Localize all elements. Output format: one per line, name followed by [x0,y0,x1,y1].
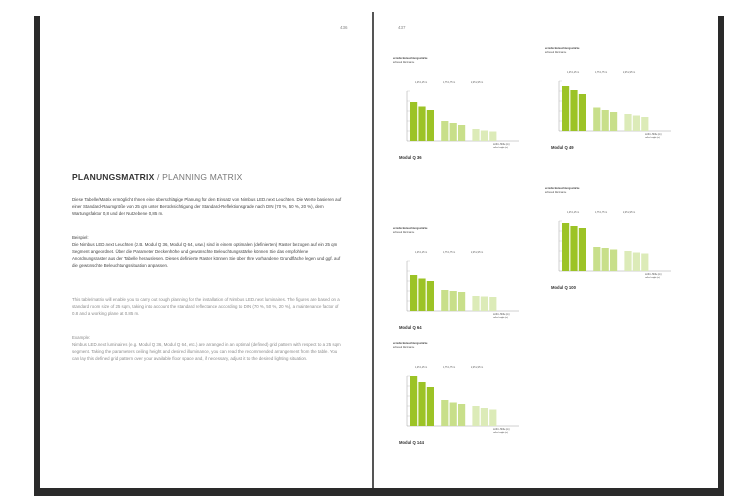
bar-1-0 [441,400,448,426]
y-axis-label-en: achieved illuminance [393,347,415,349]
chart-title: Modul Q 100 [551,285,576,290]
chart-title: Modul Q 64 [399,325,422,330]
x-axis-label: Lichtr.-Höhe (m) [493,314,510,316]
bar-0-2 [579,228,586,271]
planning-matrix-heading [72,172,242,182]
right-page-number: 437 [398,25,406,30]
left-page-number: 436 [340,25,348,30]
chart-title: Modul Q 49 [551,145,574,150]
y-axis-label: erzielte Beleuchtungsstärke [545,187,580,190]
chart-modul-q144 [393,340,523,450]
grid-size-label: 1,25 1,25 m [567,72,580,74]
bar-0-2 [427,387,434,426]
bar-2-2 [489,132,496,142]
chart-modul-q49 [545,45,675,155]
grid-size-label: 2,25 2,25 m [471,367,484,369]
bar-1-2 [458,404,465,426]
y-axis-label: erzielte Beleuchtungsstärke [393,57,428,60]
chart-title: Modul Q 144 [399,440,424,445]
bar-2-2 [489,297,496,311]
x-axis-label-en: cellar height (m) [493,147,508,149]
grid-size-label: 1,75 1,75 m [595,212,608,214]
grid-size-label: 1,25 1,25 m [415,252,428,254]
grid-size-label: 2,25 2,25 m [623,212,636,214]
x-axis-label-en: cellar height (m) [493,432,508,434]
bar-0-1 [418,279,425,312]
chart-modul-q100 [545,185,675,295]
bar-1-2 [458,292,465,311]
bar-0-1 [570,90,577,131]
y-axis-label-en: achieved illuminance [393,232,415,234]
chart-modul-q36 [393,55,523,165]
example-label-de: Beispiel: [72,235,89,240]
bar-2-0 [624,251,631,271]
bar-chart [393,55,523,165]
bar-2-2 [641,117,648,131]
y-axis-label-en: achieved illuminance [393,62,415,64]
grid-size-label: 1,75 1,75 m [595,72,608,74]
bar-chart [393,225,523,335]
x-axis-label-en: cellar height (m) [645,277,660,279]
y-axis-label-en: achieved illuminance [545,192,567,194]
bar-1-0 [593,108,600,132]
heading-en: PLANNING MATRIX [162,172,243,182]
bar-1-1 [450,403,457,427]
bar-0-0 [410,376,417,426]
bar-0-2 [427,281,434,311]
grid-size-label: 1,75 1,75 m [443,82,456,84]
bar-0-1 [570,226,577,271]
bar-2-0 [472,129,479,141]
bar-0-1 [418,382,425,426]
bar-1-1 [450,291,457,311]
bar-0-0 [410,275,417,311]
bar-1-2 [610,250,617,272]
x-axis-label: Lichtr.-Höhe (m) [645,274,662,276]
bar-chart [545,185,675,295]
x-axis-label: Lichtr.-Höhe (m) [645,134,662,136]
x-axis-label: Lichtr.-Höhe (m) [493,429,510,431]
bar-2-1 [481,408,488,426]
heading-de: PLANUNGSMATRIX [72,172,155,182]
bar-2-0 [472,296,479,311]
y-axis-label: erzielte Beleuchtungsstärke [393,227,428,230]
grid-size-label: 1,75 1,75 m [443,367,456,369]
y-axis-label-en: achieved illuminance [545,52,567,54]
bar-1-0 [593,247,600,271]
heading-separator: / [154,172,163,182]
bar-2-1 [481,131,488,142]
bar-1-2 [610,112,617,131]
y-axis-label: erzielte Beleuchtungsstärke [393,342,428,345]
grid-size-label: 2,25 2,25 m [471,252,484,254]
bar-2-1 [633,116,640,132]
bar-chart [393,340,523,450]
bar-2-2 [489,410,496,427]
example-paragraph-de: Die Nimbus LED.next Leuchten (z.B. Modul Q 36, Modul Q 64, usw.) sind in einem optimalen (definierten) Raster bezogen auf ein 25 qm Segment angeordnet. Über die Parameter Deckenhöhe und gewünschte Beleuchtungsstärke können Sie das empfohlene Anordnungsraster aus der Tabelle herauslesen. Dieses definierte Raster können Sie über Ihre vorhandene Grundfläche legen und ggf. auf die gewünschte Beleuchtungssituation anpassen. [72,242,341,268]
bar-2-1 [633,253,640,272]
grid-size-label: 1,25 1,25 m [415,82,428,84]
x-axis-label-en: cellar height (m) [493,317,508,319]
bar-0-0 [562,86,569,131]
x-axis-label-en: cellar height (m) [645,137,660,139]
bar-1-0 [441,121,448,141]
example-paragraph-en: Nimbus LED.next luminaires (e.g. Modul Q 36, Modul Q 64, etc.) are arranged in an optimal (defined) grid pattern with respect to a 25 sqm segment. Taking the parameters ceiling height and desired illuminance, you can read the recommended arrangement from the table. You can lay this defined grid pattern over your available floor space and, if necessary, adjust it to the desired lighting situation. [72,342,341,361]
bar-1-2 [458,125,465,141]
bar-1-1 [602,248,609,271]
chart-modul-q64 [393,225,523,335]
bar-2-0 [472,406,479,426]
bar-0-0 [562,223,569,271]
bar-chart [545,45,675,155]
example-label-en: Example: [72,335,91,340]
grid-size-label: 1,75 1,75 m [443,252,456,254]
x-axis-label: Lichtr.-Höhe (m) [493,144,510,146]
bar-1-0 [441,290,448,311]
intro-paragraph-de: Diese Tabelle/Matrix ermöglicht Ihnen eine überschlägige Planung für den Einsatz von Nimbus LED.next Leuchten. Die Werte basieren auf einer Standard-Raumgröße von 25 qm unter Berücksichtigung der Standard-Reflektionsgrade nach DIN (70 %, 50 %, 20 %), dem Wartungsfaktor 0,8 und der Nutzebene 0,85 m. [72,197,342,216]
bar-0-2 [427,110,434,141]
grid-size-label: 1,25 1,25 m [567,212,580,214]
left-page [40,12,372,488]
grid-size-label: 2,25 2,25 m [471,82,484,84]
bar-1-1 [602,110,609,131]
grid-size-label: 2,25 2,25 m [623,72,636,74]
intro-paragraph-en: This table/matrix will enable you to carry out rough planning for the installation of Nimbus LED.next luminaires. The figures are based on a standard room size of 25 sqm, taking into account the standard reflectance according to DIN (70 %, 50 %, 20 %), a maintenance factor of 0.8 and a working plane at 0.85 m. [72,297,340,316]
bar-1-1 [450,123,457,141]
bar-0-2 [579,94,586,131]
bar-2-0 [624,114,631,131]
bar-2-2 [641,254,648,272]
bar-0-0 [410,102,417,141]
chart-title: Modul Q 36 [399,155,422,160]
grid-size-label: 1,25 1,25 m [415,367,428,369]
bar-2-1 [481,297,488,312]
bar-0-1 [418,107,425,142]
y-axis-label: erzielte Beleuchtungsstärke [545,47,580,50]
